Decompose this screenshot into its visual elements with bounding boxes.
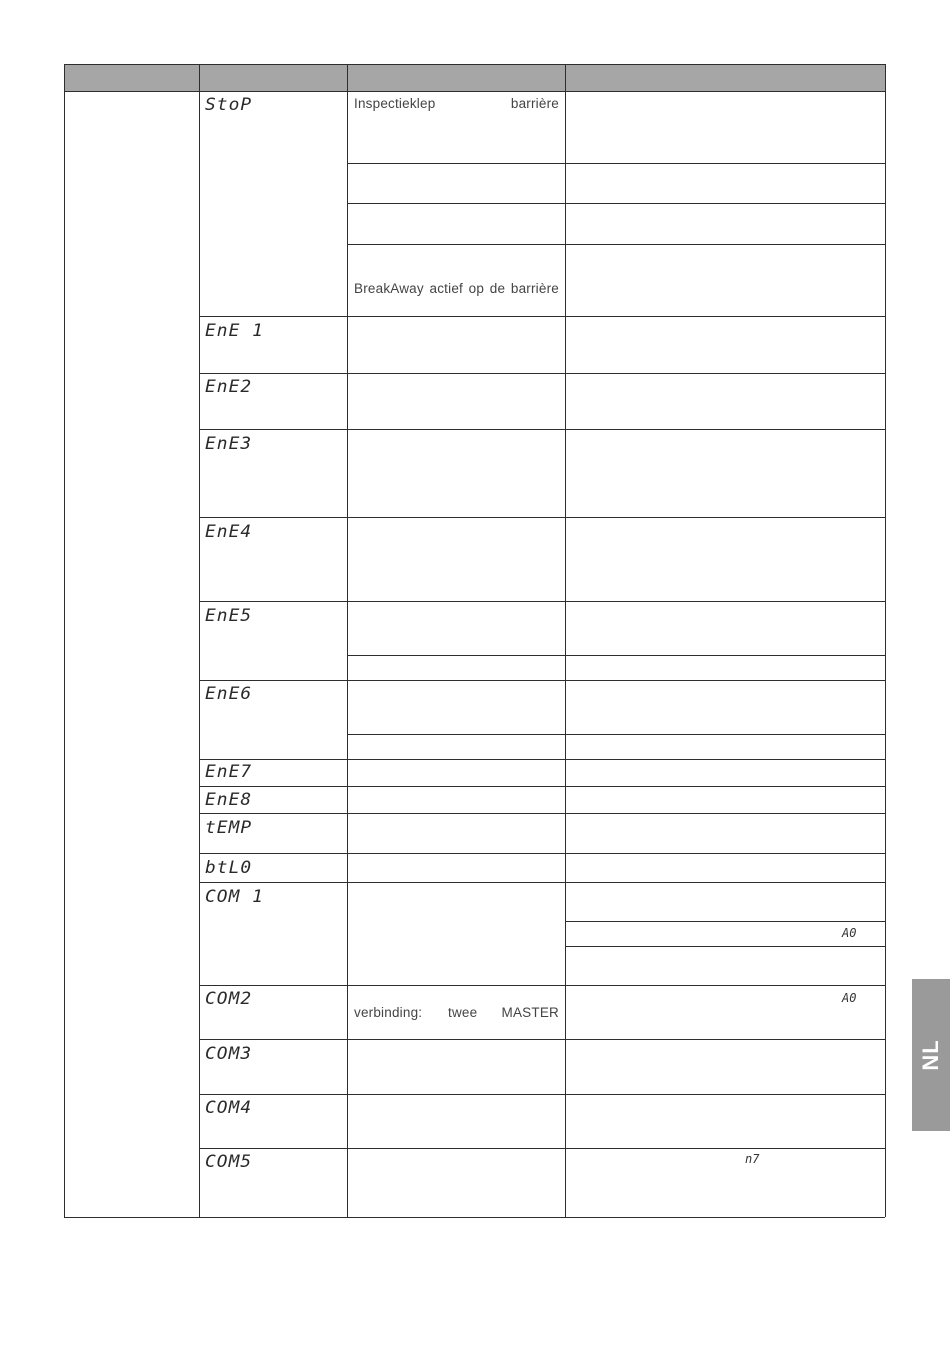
col-border-4 <box>565 64 566 1217</box>
desc-stop-breakaway: BreakAway actief op de barrière <box>354 281 559 296</box>
row-line <box>347 655 885 656</box>
desc-word: twee <box>448 1005 478 1020</box>
row-line <box>199 985 885 986</box>
code-con4: COM4 <box>205 1098 253 1118</box>
code-ene6: EnE6 <box>205 684 253 704</box>
row-line <box>347 244 885 245</box>
col-border-2 <box>199 64 200 1217</box>
code-ene2: EnE2 <box>205 377 253 397</box>
row-line <box>199 853 885 854</box>
row-line <box>565 921 885 922</box>
code-con5: COM5 <box>205 1152 253 1172</box>
row-line <box>199 680 885 681</box>
table-top-border <box>64 64 885 65</box>
code-a0: A0 <box>842 991 857 1005</box>
code-ene3: EnE3 <box>205 434 253 454</box>
code-temp: tEMP <box>205 818 253 838</box>
table-header-bar <box>64 64 885 91</box>
desc-word: barrière <box>510 96 559 111</box>
language-tab <box>912 979 950 1131</box>
code-ene7: EnE7 <box>205 762 253 782</box>
desc-word: verbinding: <box>354 1005 423 1020</box>
row-line <box>199 759 885 760</box>
col-border-5 <box>885 64 886 1217</box>
row-line <box>199 601 885 602</box>
row-line <box>199 316 885 317</box>
row-line <box>565 946 885 947</box>
row-line <box>199 373 885 374</box>
row-line <box>199 1039 885 1040</box>
row-line <box>199 429 885 430</box>
row-line <box>347 203 885 204</box>
row-line <box>199 1148 885 1149</box>
desc-word: MASTER <box>501 1005 559 1020</box>
row-line <box>347 734 885 735</box>
table-bottom-border <box>64 1217 885 1218</box>
code-ene5: EnE5 <box>205 606 253 626</box>
code-con1: COM 1 <box>205 887 264 907</box>
row-line <box>199 517 885 518</box>
row-line <box>199 786 885 787</box>
code-ene8: EnE8 <box>205 790 253 810</box>
code-btlo: btL0 <box>205 858 253 878</box>
row-line <box>347 163 885 164</box>
code-stop: StoP <box>205 95 253 115</box>
code-ene1: EnE 1 <box>205 321 264 341</box>
code-con2: COM2 <box>205 989 253 1009</box>
row-line <box>199 813 885 814</box>
code-ene4: EnE4 <box>205 522 253 542</box>
code-n7: n7 <box>745 1152 760 1166</box>
col-border-3 <box>347 64 348 1217</box>
code-a0: A0 <box>842 926 857 940</box>
row-line <box>199 1094 885 1095</box>
code-con3: COM3 <box>205 1044 253 1064</box>
desc-word: Inspectieklep <box>354 96 436 111</box>
row-line <box>199 882 885 883</box>
header-bottom-border <box>64 91 885 92</box>
language-tab-label: NL <box>918 1039 943 1071</box>
col-border-1 <box>64 64 65 1217</box>
